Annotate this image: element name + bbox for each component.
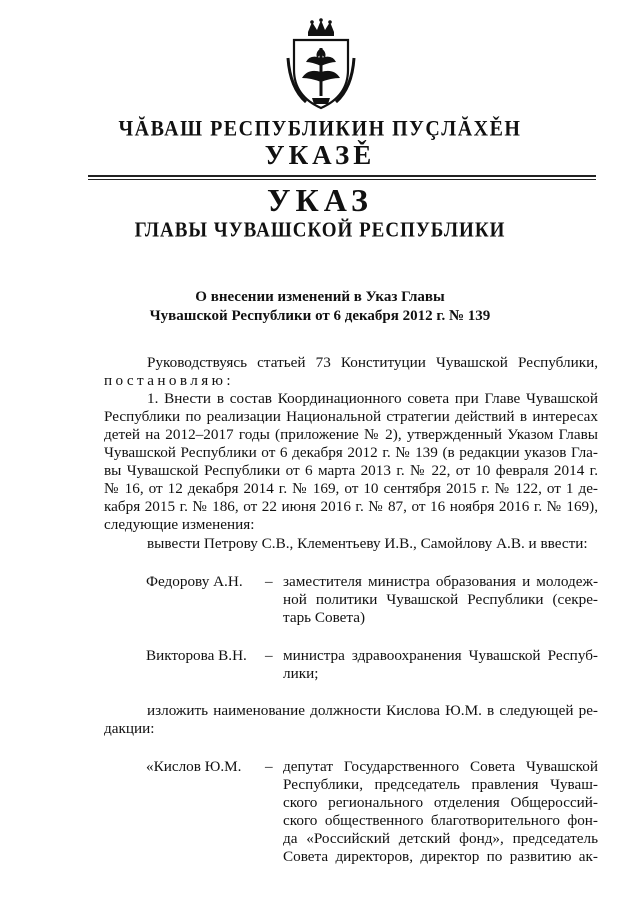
chuvash-emblem-icon (286, 18, 356, 110)
member-position-line: да «Российский детский фонд», председатель (283, 830, 598, 847)
member-position-line: заместителя министра образования и молодеж- (283, 573, 598, 590)
intro-line-1: Руководствуясь статьей 73 Конституции Чувашской Республики, (147, 354, 598, 371)
member-name: «Кислов Ю.М. (146, 758, 242, 775)
remove-members-line: вывести Петрову С.В., Клементьеву И.В., Самойлову А.В. и ввести: (147, 535, 588, 552)
member-name: Викторова В.Н. (146, 647, 247, 664)
document-title-line-2: Чувашской Республики от 6 декабря 2012 г. № 139 (149, 308, 491, 324)
chuvash-header-line: ЧĂВАШ РЕСПУБЛИКИН ПУÇЛĂХĚН (118, 116, 522, 142)
member-dash: – (265, 758, 273, 775)
member-position-line: ского общественного благотворительного фон- (283, 812, 598, 829)
member-position-line: депутат Государственного Совета Чувашской (283, 758, 598, 775)
item1-line: 1. Внести в состав Координационного совета при Главе Чувашской (147, 390, 598, 407)
member-position-line: лики; (283, 665, 319, 682)
member-dash: – (265, 573, 273, 590)
item1-line: детей на 2012–2017 годы (приложение № 2), утвержденный Указом Главы (104, 426, 598, 443)
change-line-2: дакции: (104, 720, 155, 737)
member-position-line: ского регионального отделения Общероссий- (283, 794, 598, 811)
intro-line-2: постановляю: (104, 372, 235, 389)
item1-line: вы Чувашской Республики от 6 марта 2013 г. № 22, от 10 февраля 2014 г. (104, 462, 598, 479)
item1-line: Республики по реализации Национальной стратегии действий в интересах (104, 408, 598, 425)
member-position-line: Республики, председатель правления Чуваш- (283, 776, 598, 793)
member-position-line: министра здравоохранения Чувашской Респуб- (283, 647, 598, 664)
item1-line: следующие изменения: (104, 516, 255, 533)
header-divider-thick (88, 175, 596, 177)
item1-line: № 16, от 12 декабря 2014 г. № 169, от 10 сентября 2015 г. № 122, от 1 де- (104, 480, 598, 497)
member-position-line: Совета директоров, директор по развитию ак- (283, 848, 598, 865)
member-dash: – (265, 647, 273, 664)
member-position-line: тарь Совета) (283, 609, 366, 626)
member-position-line: ной политики Чувашской Республики (секре- (283, 591, 598, 608)
document-title-line-1: О внесении изменений в Указ Главы (195, 289, 445, 305)
glavy-subtitle: ГЛАВЫ ЧУВАШСКОЙ РЕСПУБЛИКИ (134, 218, 506, 242)
item1-line: Чувашской Республики от 6 декабря 2012 г. № 139 (в редакции указов Гла- (104, 444, 598, 461)
ukaz-title: УКАЗ (267, 182, 373, 218)
header-divider-thin (88, 179, 596, 180)
item1-line: кабря 2015 г. № 186, от 22 июня 2016 г. № 87, от 16 ноября 2016 г. № 169), (104, 498, 598, 515)
member-name: Федорову А.Н. (146, 573, 243, 590)
change-line-1: изложить наименование должности Кислова Ю.М. в следующей ре- (147, 702, 598, 719)
chuvash-ukaze-title: УКАЗĚ (264, 140, 376, 170)
